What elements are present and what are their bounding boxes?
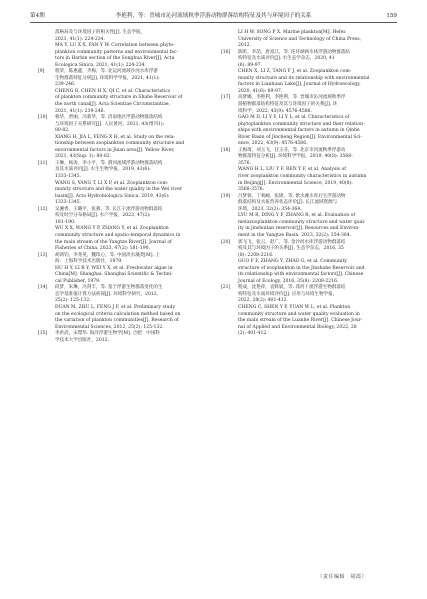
reference-text-line: MA Y, LU X X, FAN Y W. Correlation between phyto-: [55, 43, 175, 49]
reference-text-line: 程成，沈艳萍，袁辉斌，等. 滦河干流浮游生物群落结: [238, 285, 346, 291]
reference-text-line: nal of Applied and Environmental Biology, 2022, 28: [238, 324, 357, 330]
reference-text-line: 段梦，朱琳，冯剑丰，等. 基于浮游生物群落变化的生: [55, 285, 163, 291]
reference-text-line: 构及时空分布格局[J]. 水产学报，2023, 47(2):: [55, 213, 151, 219]
reference-text-line: munity structure and the water quality in the Wei river: [55, 187, 182, 193]
reference-entry: [221, 194, 392, 240]
responsible-editor-note: （责任编辑 胡霞）: [317, 574, 367, 580]
reference-text-line: the main stream of the Yangtze River[J]. Journal of: [55, 239, 172, 245]
reference-text-line: 高梦娜，李艳利，李艳利，等. 晋城市沁河流域秋季浮: [238, 95, 346, 101]
reference-text-line: on the ecological criteria calculation method based on: [55, 311, 181, 317]
reference-text-line: 学技术大学出版社，2012.: [55, 337, 109, 343]
reference-entry: [221, 30, 392, 50]
reference-text-line: basin[J]. Acta Hydrobiologica Sinica, 2019, 43(6):: [55, 193, 170, 199]
reference-number: [19]: [221, 193, 231, 199]
reference-text-line: 2012.: [238, 43, 252, 49]
reference-text-line: 及其水质评价[J]. 水生生物学报，2019, 43(6):: [55, 167, 151, 173]
reference-text-line: 吴湘香，王璐平，张燕，等. 长江干流浮游动物群落结: [55, 206, 163, 212]
reference-text-line: 与环境因子关系研究[J]. 人民黄河，2021, 43(增刊1):: [55, 121, 165, 127]
reference-text-line: 1333-1345.: [55, 174, 82, 180]
reference-number: [20]: [221, 239, 231, 245]
reference-text-line: 25(2): 125-132.: [55, 298, 91, 304]
reference-text-line: community structure and spatio-temporal dynamics in: [55, 232, 181, 238]
reference-text-line: ment in the Yangtze Basin, 2023, 32(2): 354-364.: [238, 232, 352, 238]
reference-text-line: 游植物群落结构特征及其与环境因子的关系[J]. 环: [238, 102, 338, 108]
reference-entry: [221, 50, 392, 96]
reference-text-line: 落格局及与环境因子的相关性[J]. 生态学报，: [55, 30, 146, 35]
reference-number: [21]: [221, 285, 231, 291]
reference-entry: [221, 240, 392, 286]
reference-text-line: 王琳，杨涛，李小平，等. 渭河流域浮游动物群落结构: [55, 160, 163, 166]
reference-text-line: 2021, 41(1): 239-246.: [55, 108, 106, 114]
reference-text-line: 相华，贾丽，冯新华，等. 济南地区浮游动物群落结构: [55, 115, 163, 121]
reference-text-line: (8): 2208-2216.: [238, 252, 274, 258]
reference-text-line: ships with environmental factors in autumn in Qinhe: [238, 128, 360, 134]
reference-entry: [221, 148, 392, 194]
reference-text-line: phytoplankton community structure and their relation-: [238, 121, 365, 127]
reference-entry: [38, 285, 209, 331]
reference-text-line: 2022, 28(2): 401-412.: [238, 298, 289, 304]
reference-text-line: LYU M R, DING Y F, ZHANG R, et al. Evaluation of: [238, 213, 356, 219]
reference-text-line: Environmental Sciences, 2012, 25(2): 125-132.: [55, 324, 164, 330]
reference-text-line: 2021, 41(1): 224-234.: [55, 36, 106, 42]
reference-text-line: community structure and water quality evaluation in: [238, 311, 360, 317]
reference-text-line: 2021, 43(Sup. 1): 80-82.: [55, 154, 112, 160]
reference-text-line: 3576.: [238, 160, 252, 166]
reference-text-line: 群落结构及水质营养状态评价[J]. 长江流域资源与: [238, 200, 338, 206]
reference-text-line: in Beijing[J]. Environmental Science, 2019, 40(8):: [238, 180, 353, 186]
reference-number: [10]: [38, 115, 48, 121]
reference-text-line: 构特征及水质环境评价[J]. 应用与环境生物学报，: [238, 291, 338, 297]
reference-text-line: 构特征及水质评价[J]. 水生态学杂志，2020, 41: [238, 56, 335, 62]
reference-text-line: munity structure and its relationship with environmental: [238, 75, 370, 81]
reference-text-line: (2): 401-412.: [238, 331, 268, 337]
reference-entry: [38, 253, 209, 286]
reference-text-line: factors in Lianhuan Lake[J]. Journal of Hydroecology,: [238, 82, 361, 88]
reference-entry: [38, 161, 209, 207]
reference-number: [9]: [38, 69, 45, 75]
reference-text-line: Fisheries of China, 2023, 47(2): 181-190.: [55, 246, 150, 252]
page-number: 159: [386, 13, 397, 19]
reference-text-line: of plankton community structure in Shahe Reservoir of: [55, 95, 183, 101]
reference-text-line: 生物群落特征分析[J]. 环境科学学报，2021, 41(1):: [55, 75, 160, 81]
reference-number: [15]: [38, 331, 48, 337]
left-reference-column: [38, 30, 209, 344]
reference-text-line: Journal of Ecology, 2016, 35(8): 2208-2216.: [238, 278, 339, 284]
reference-text-line: CHEN X, LI Z, TANG F J, et al. Zooplankton com-: [238, 69, 352, 75]
reference-text-line: river zooplankton community characteristics in autumn: [238, 174, 367, 180]
reference-text-line: 环境，2023, 32(2): 354-364.: [238, 206, 302, 212]
reference-text-line: 境科学，2022, 43(9): 4576-4586.: [238, 108, 312, 114]
reference-text-line: 王梅琦，刘玉飞，任玉芬，等. 北京市河流秋季浮游动: [238, 147, 346, 153]
reference-number: [14]: [38, 285, 48, 291]
reference-text-line: 李洪武，宋璟华. 海洋浮游生物学[M]. 合肥：中国科: [55, 331, 160, 337]
reference-text-line: 3568-3576.: [238, 187, 265, 193]
reference-text-line: structure of zooplankton in the Jinshahe Reservoir and: [238, 265, 365, 271]
reference-text-line: cal Publisher, 1979.: [55, 278, 101, 284]
reference-entry: [38, 331, 209, 344]
reference-text-line: Ecologica Sinica, 2021, 41(1): 224-234.: [55, 62, 146, 68]
reference-text-line: the north canal[J]. Acta Scientiae Circumstantiae,: [55, 102, 171, 108]
reference-text-line: River Basin of Jincheng Region[J]. Environmental Sci-: [238, 134, 363, 140]
reference-entry: [221, 285, 392, 337]
reference-text-line: environmental factors in Jinan area[J]. Yellow River,: [55, 147, 175, 153]
reference-text-line: 1333-1345.: [55, 200, 82, 206]
reference-number: [13]: [38, 252, 48, 258]
reference-entry: [221, 95, 392, 147]
reference-text-line: CHENG R, CHEN H X, QI C, et al. Characteristics: [55, 88, 171, 94]
reference-text-line: metazooplankton community structure and water qual-: [238, 219, 366, 225]
issue-label: 第4期: [30, 13, 45, 19]
reference-text-line: the variation of plankton communities[J]. Research of: [55, 318, 179, 324]
reference-number: [18]: [221, 147, 231, 153]
reference-text-line: 2020, 41(6): 89-97.: [238, 88, 283, 94]
reference-text-line: 80-82.: [55, 128, 70, 134]
reference-text-line: the main stream of the Luanhe River[J]. Chinese Jour-: [238, 318, 363, 324]
reference-text-line: University of Science and Technology of China Press,: [238, 36, 362, 42]
page-header: [30, 10, 397, 23]
reference-text-line: WANG S, YANG T, LI X P, et al. Zooplankton com-: [55, 180, 169, 186]
reference-text-line: plankton community patterns and environmental fac-: [55, 49, 178, 55]
reference-text-line: 陈昕，李喆，唐富江，等. 连环湖两水体浮游动物群落结: [238, 49, 351, 55]
reference-text-line: WU X X, WANG Y P, ZHANG Y, et al. Zooplankton: [55, 226, 169, 232]
reference-text-line: (6): 89-97.: [238, 62, 262, 68]
reference-text-line: 态学基准值计算方法初探[J]. 环境科学研究，2012,: [55, 291, 159, 297]
reference-text-line: HU H Y, LI R Y, WEI Y X, et al. Freshwater algae in: [55, 265, 173, 271]
reference-number: [17]: [221, 95, 231, 101]
reference-text-line: 物群落特征分析[J]. 环境科学学报，2019, 40(8): 3568-: [238, 154, 353, 160]
reference-text-line: GAO M D, LI Y F, LI Y L, et al. Characteristics of: [238, 115, 350, 121]
reference-text-line: ity in jinshuitan reservoir[J]. Resources and Environ-: [238, 226, 360, 232]
reference-text-line: GUO F F, ZHANG Y, ZHAO G, et al. Community: [238, 259, 347, 265]
reference-text-line: CHENG C, SHEN Y P, YUAN W L, et al. Plankton: [238, 304, 351, 310]
reference-text-line: 郭飞飞，张云，赵广，等. 金沙河水库浮游动物群落结: [238, 239, 346, 245]
reference-text-line: LI H W, SONG P X. Marine plankton[M]. Hefei:: [238, 30, 347, 35]
reference-text-line: 程荣，陈惠鑫，齐梅，等. 北运河流域沙河水库浮游: [55, 69, 158, 75]
reference-text-line: 胡鸿钧，李尧英，魏印心，等. 中国淡水藻类[M]. 上: [55, 252, 160, 258]
reference-text-line: ence, 2022, 43(9): 4576-4586.: [238, 141, 308, 147]
reference-entry: [38, 30, 209, 69]
reference-number: [12]: [38, 206, 48, 212]
reference-text-line: 海：上海科学技术出版社，1979.: [55, 259, 123, 265]
reference-number: [11]: [38, 160, 48, 166]
reference-text-line: 181-190.: [55, 219, 76, 225]
right-reference-column: [221, 30, 392, 338]
reference-text-line: China[M]. Shanghai: Shanghai Scientific & Techni-: [55, 272, 173, 278]
running-title: 李艳利，等：晋城市沁河流域秋季浮游动物群落结构特征及其与环境因子的关系: [115, 13, 312, 19]
reference-number: [16]: [221, 49, 231, 55]
reference-text-line: 吕梦蓉，丁爽岫，张锦，等. 紫水滩水库后生浮游动物: [238, 193, 346, 199]
reference-text-line: DUAN M, ZHU L, FENG J F, et al. Preliminary study: [55, 304, 176, 310]
reference-text-line: tors in Harbin section of the Songhua River[J]. Acta: [55, 56, 175, 62]
reference-text-line: WANG H L, LIU Y F, REN Y F, et al. Analysis of: [238, 167, 346, 173]
reference-text-line: 239-246.: [55, 82, 76, 88]
reference-text-line: its relationship with environmental factors[J]. Chinese: [238, 272, 364, 278]
reference-entry: [38, 115, 209, 161]
reference-text-line: XIANG H, JIA L, FENG X H, et al. Study on the rela-: [55, 134, 175, 140]
reference-entry: [38, 69, 209, 115]
reference-text-line: 构及其与环境因子的关系[J]. 生态学杂志，2016, 35: [238, 246, 344, 252]
reference-entry: [38, 207, 209, 253]
reference-text-line: tionship between zooplankton community structure and: [55, 141, 185, 147]
